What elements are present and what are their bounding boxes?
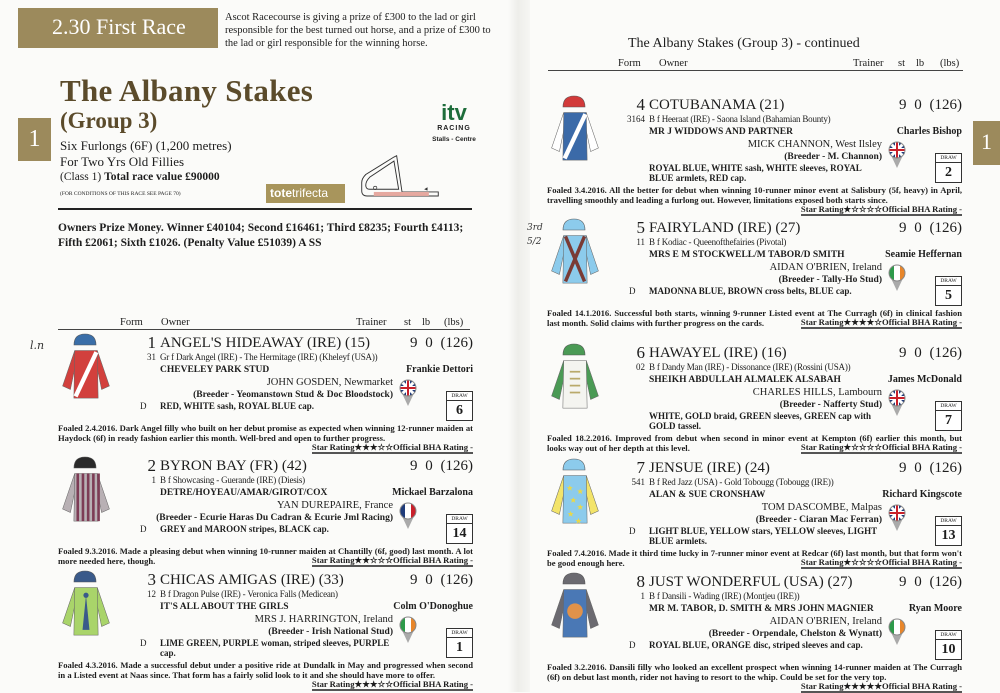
col-trainer: Trainer [853,58,884,69]
draw-box [935,153,962,183]
runner-number: 7 [636,458,645,477]
weight: 9 0 (126) [899,345,962,361]
weight: 9 0 (126) [410,335,473,351]
jockey-silks-icon [549,356,601,410]
draw-label: DRAW [936,631,961,640]
owner: MRS E M STOCKWELL/M TABOR/D SMITH [649,250,845,260]
runner-entry [547,572,962,691]
ie-flag-icon [888,618,906,646]
draw-number: 7 [945,413,952,428]
jockey-cap-icon [561,572,587,585]
draw-label: DRAW [447,392,472,401]
star-rating-line [312,443,473,454]
form: 3164 [627,114,645,124]
runner-comment: Foaled 14.1.2016. Successful both starts, winning 9-runner Listed event at The Curragh (6f) in clinical fashion last month. Solid claims with further progress on the cards. [547,308,962,328]
jockey: Richard Kingscote [882,489,962,500]
race-time-title: 2.30 First Race [18,8,218,48]
handwritten-note: 3rd [527,223,543,233]
col-form: Form [618,58,641,69]
form: 12 [147,589,156,599]
jockey: Mickael Barzalona [392,487,473,498]
owner: SHEIKH ABDULLAH ALMALEK ALSABAH [649,375,841,385]
silks-colours: MADONNA BLUE, BROWN cross belts, BLUE cap. [649,286,852,296]
jockey-cap-icon [72,456,98,469]
owner: MR J WIDDOWS AND PARTNER [649,127,793,137]
breeding: B f Red Jazz (USA) - Gold Tobougg (Tobougg (IRE)) [649,477,834,487]
race-title: The Albany Stakes [60,73,314,108]
tote-trifecta-logo [266,184,345,203]
star-rating-stars: ★★★☆☆ [354,679,394,689]
bha-rating: Official BHA Rating - [882,557,962,567]
col-form: Form [120,317,143,328]
jockey: Ryan Moore [908,603,962,614]
owner: IT'S ALL ABOUT THE GIRLS [160,602,289,612]
jockey: James McDonald [887,374,962,385]
trainer: AIDAN O'BRIEN, Ireland [769,262,882,273]
draw-box [446,514,473,544]
runner-comment: Foaled 7.4.2016. Made it third time lucky in 7-runner minor event at Redcar (6f) last month, but that form won't be good enough here. [547,548,962,568]
bha-rating: Official BHA Rating - [393,442,473,452]
col-owner: Owner [161,317,190,328]
breeding: B f Dandy Man (IRE) - Dissonance (IRE) (Rossini (USA)) [649,362,851,372]
star-rating-label: Star Rating [800,317,844,327]
runner-entry [547,95,962,214]
star-rating-label: Star Rating [311,442,355,452]
star-rating-label: Star Rating [311,555,355,565]
runner-comment: Foaled 3.4.2016. All the better for debut when winning 10-runner minor event at Salisbury (5f, heavy) in April, travelling smoothly and leading a furlong out. However, limitations exposed both starts since. [547,185,962,205]
breeding: B f Heeraat (IRE) - Saona Island (Bahamian Bounty) [649,114,831,124]
distance-winner-mark: D [629,526,636,536]
draw-box [446,391,473,421]
runner-number: 5 [636,218,645,237]
runner-comment: Foaled 9.3.2016. Made a pleasing debut when winning 10-runner maiden at Chantilly (6f, good) last month. A lot more needed here, though. [58,546,473,566]
draw-box [935,516,962,546]
draw-box [935,630,962,660]
race-eligibility: For Two Yrs Old Fillies [60,154,185,169]
star-rating-stars: ★☆☆☆☆ [843,442,883,452]
race-number-badge: 1 [18,118,51,161]
jockey-silks-icon [60,469,112,523]
weight: 9 0 (126) [899,220,962,236]
race-distance: Six Furlongs (6F) (1,200 metres) [60,138,232,153]
runner-number: 1 [147,333,156,352]
stalls-position: Stalls - Centre [432,136,476,143]
silks-colours: GREY and MAROON stripes, BLACK cap. [160,524,329,534]
star-rating-stars: ★★☆☆☆ [354,555,394,565]
trainer: JOHN GOSDEN, Newmarket [266,377,393,388]
silks-colours: LIME GREEN, PURPLE woman, striped sleeves, PURPLE cap. [160,638,390,658]
bha-rating: Official BHA Rating - [882,317,962,327]
runner-comment: Foaled 3.2.2016. Dansili filly who looked an excellent prospect when winning 14-runner maiden at The Curragh (6f) on debut last month, rider not having to resort to the whip. Could be set for the very top. [547,662,962,682]
star-rating-line [801,205,962,216]
breeding: B f Dragon Pulse (IRE) - Veronica Falls (Medicean) [160,589,338,599]
star-rating-line [801,318,962,329]
jockey-cap-icon [561,218,587,231]
distance-winner-mark: D [140,401,147,411]
form: 1 [151,475,156,485]
draw-number: 5 [945,288,952,303]
draw-label: DRAW [936,277,961,286]
jockey: Frankie Dettori [406,364,473,375]
prize-money: Owners Prize Money. Winner £40104; Second £16461; Third £8235; Fourth £4113; Fifth £2061; Sixth £1026. (Penalty Value £51039) A SS [58,222,464,249]
form: 02 [636,362,645,372]
distance-winner-mark: D [629,286,636,296]
runner-number: 3 [147,570,156,589]
runner-entry [547,460,962,570]
draw-number: 10 [941,642,956,657]
trifecta-logo-text: trifecta [292,186,329,200]
draw-number: 6 [456,403,463,418]
itv-racing-logo [425,102,483,144]
breeder: (Breeder - Nafferty Stud) [779,400,882,410]
tote-logo-text: tote [270,186,292,200]
runner-entry [58,570,473,689]
runner-comment-block [547,662,962,693]
jockey-cap-icon [561,343,587,356]
gb-flag-icon [888,389,906,417]
breeder: (Breeder - Ciaran Mac Ferran) [755,515,882,525]
bha-rating: Official BHA Rating - [882,204,962,214]
breeding: B f Kodiac - Queenofthefairies (Pivotal) [649,237,787,247]
breeder: (Breeder - M. Channon) [784,152,882,162]
star-rating-stars: ★★★★☆ [843,317,883,327]
silks-colours: ROYAL BLUE, WHITE sash, WHITE sleeves, ROYAL BLUE armlets, RED cap. [649,163,862,183]
breeding: B f Dansili - Wading (IRE) (Montjeu (IRE)) [649,591,800,601]
bha-rating: Official BHA Rating - [882,681,962,691]
gb-flag-icon [399,379,417,407]
runner-comment-block [547,185,962,216]
col-st: st [898,58,906,69]
jockey-cap-icon [72,570,98,583]
bha-rating: Official BHA Rating - [882,442,962,452]
distance-winner-mark: D [629,640,636,650]
horse-name: ANGEL'S HIDEAWAY (IRE) (15) [160,335,370,351]
runner-entry [58,333,473,452]
col-owner: Owner [659,58,688,69]
owner: ALAN & SUE CRONSHAW [649,490,766,500]
handwritten-note: 5/2 [527,237,542,247]
owner: CHEVELEY PARK STUD [160,365,270,375]
weight: 9 0 (126) [899,460,962,476]
itv-racing-text: RACING [437,125,471,132]
breeding: Gr f Dark Angel (IRE) - The Hermitage (IRE) (Kheleyf (USA)) [160,352,378,362]
horse-name: BYRON BAY (FR) (42) [160,458,307,474]
gb-flag-icon [888,504,906,532]
horse-name: HAWAYEL (IRE) (16) [649,345,787,361]
horse-name: FAIRYLAND (IRE) (27) [649,220,801,236]
horse-name: COTUBANAMA (21) [649,97,785,113]
distance-winner-mark: D [140,524,147,534]
trainer: MICK CHANNON, West Ilsley [747,139,882,150]
column-header-right [548,57,963,71]
col-lb: lb [422,317,431,328]
race-number-tab: 1 [973,121,1000,165]
gb-flag-icon [888,141,906,169]
jockey-silks-icon [549,108,601,162]
runner-comment-block [547,308,962,329]
star-rating-stars: ★★★☆☆ [354,442,394,452]
form: 31 [147,352,156,362]
horse-name: CHICAS AMIGAS (IRE) (33) [160,572,344,588]
silks-colours: ROYAL BLUE, ORANGE disc, striped sleeves and cap. [649,640,863,650]
star-rating-stars: ★☆☆☆☆ [843,204,883,214]
runner-comment: Foaled 2.4.2016. Dark Angel filly who built on her debut promise as expected when winning 12-runner maiden at Haydock (6f) in ready fashion earlier this month. Well-bred and open to further progress. [58,423,473,443]
jockey: Colm O'Donoghue [393,601,473,612]
runner-comment: Foaled 4.3.2016. Made a successful debut under a positive ride at Dundalk in May and progressed when second in a Listed event at Naas since. That form has a fairly solid look to it and she should have more to offer. [58,660,473,680]
race-group: (Group 3) [60,108,158,133]
race-class: (Class 1) [60,171,102,183]
trainer: AIDAN O'BRIEN, Ireland [769,616,882,627]
breeder: (Breeder - Orpendale, Chelston & Wynatt) [708,629,882,639]
star-rating-label: Star Rating [800,681,844,691]
draw-number: 13 [941,528,956,543]
ie-flag-icon [399,616,417,644]
star-rating-label: Star Rating [311,679,355,689]
star-rating-label: Star Rating [800,204,844,214]
race-total-value: Total race value £90000 [104,171,220,183]
horse-name: JENSUE (IRE) (24) [649,460,770,476]
trainer: YAN DUREPAIRE, France [277,500,393,511]
runner-entry [547,345,962,455]
col-lbs: (lbs) [940,58,960,69]
trainer: CHARLES HILLS, Lambourn [752,387,882,398]
handwritten-note: l.n [30,339,45,352]
runner-comment-block [547,548,962,569]
draw-label: DRAW [447,629,472,638]
breeder: (Breeder - Irish National Stud) [268,627,393,637]
itv-logo-text: itv [441,100,467,125]
bha-rating: Official BHA Rating - [393,679,473,689]
owner: DETRE/HOYEAU/AMAR/GIROT/COX [160,488,328,498]
draw-number: 1 [456,640,463,655]
breeding: B f Showcasing - Guerande (IRE) (Diesis) [160,475,305,485]
jockey-silks-icon [60,346,112,400]
col-lbs: (lbs) [444,317,464,328]
trainer: MRS J. HARRINGTON, Ireland [254,614,393,625]
owner: MR M. TABOR, D. SMITH & MRS JOHN MAGNIER [649,604,874,614]
runner-number: 4 [636,95,645,114]
runner-entry [547,220,962,330]
draw-box [935,276,962,306]
jockey-cap-icon [561,95,587,108]
weight: 9 0 (126) [410,572,473,588]
trainer: TOM DASCOMBE, Malpas [761,502,882,513]
runner-comment-block [58,660,473,691]
weight: 9 0 (126) [410,458,473,474]
runner-comment-block [58,546,473,567]
draw-box [935,401,962,431]
star-rating-line [312,556,473,567]
draw-number: 2 [945,165,952,180]
col-trainer: Trainer [356,317,387,328]
form: 541 [631,477,645,487]
draw-number: 14 [452,526,467,541]
draw-box [446,628,473,658]
distance-winner-mark: D [140,638,147,648]
race-class-value [60,171,220,184]
runner-comment: Foaled 18.2.2016. Improved from debut when second in minor event at Kempton (6f) earlier this month, but looks way out of her depth at this level. [547,433,962,453]
silks-colours: LIGHT BLUE, YELLOW stars, YELLOW sleeves, LIGHT BLUE armlets. [649,526,877,546]
runner-number: 6 [636,343,645,362]
jockey: Charles Bishop [896,126,962,137]
silks-colours: RED, WHITE sash, ROYAL BLUE cap. [160,401,315,411]
star-rating-line [801,443,962,454]
form: 11 [636,237,645,247]
jockey: Seamie Heffernan [885,249,962,260]
draw-label: DRAW [447,515,472,524]
star-rating-line [312,680,473,691]
header-divider [58,208,472,210]
star-rating-line [801,558,962,569]
jockey-silks-icon [549,231,601,285]
bha-rating: Official BHA Rating - [393,555,473,565]
course-map-icon [360,153,440,200]
runner-comment-block [58,423,473,454]
jockey-cap-icon [561,458,587,471]
weight: 9 0 (126) [899,97,962,113]
runner-entry [58,458,473,568]
column-header-left [58,316,470,330]
conditions-note: (FOR CONDITIONS OF THIS RACE SEE PAGE 70) [60,191,181,197]
star-rating-label: Star Rating [800,557,844,567]
jockey-silks-icon [549,471,601,525]
draw-label: DRAW [936,517,961,526]
continued-title: The Albany Stakes (Group 3) - continued [628,36,860,51]
jockey-cap-icon [72,333,98,346]
star-rating-label: Star Rating [800,442,844,452]
draw-label: DRAW [936,402,961,411]
star-rating-line [801,682,962,693]
silks-colours: WHITE, GOLD braid, GREEN sleeves, GREEN cap with GOLD tassel. [649,411,872,431]
prize-note: Ascot Racecourse is giving a prize of £300 to the lad or girl responsible for the best turned out horse, and a prize of £300 to the lad or girl responsible for the winning horse. [225,12,491,49]
runner-number: 8 [636,572,645,591]
breeder: (Breeder - Ecurie Haras Du Cadran & Ecurie Jml Racing) [156,513,393,523]
breeder: (Breeder - Yeomanstown Stud & Doc Bloodstock) [193,390,393,400]
ie-flag-icon [888,264,906,292]
runner-comment-block [547,433,962,454]
form: 1 [640,591,645,601]
col-lb: lb [916,58,925,69]
fr-flag-icon [399,502,417,530]
runner-number: 2 [147,456,156,475]
jockey-silks-icon [549,585,601,639]
breeder: (Breeder - Tally-Ho Stud) [778,275,882,285]
page-spine [508,0,530,692]
draw-label: DRAW [936,154,961,163]
horse-name: JUST WONDERFUL (USA) (27) [649,574,853,590]
jockey-silks-icon [60,583,112,637]
col-st: st [404,317,412,328]
weight: 9 0 (126) [899,574,962,590]
star-rating-stars: ★☆☆☆☆ [843,557,883,567]
star-rating-stars: ★★★★★ [843,681,883,691]
